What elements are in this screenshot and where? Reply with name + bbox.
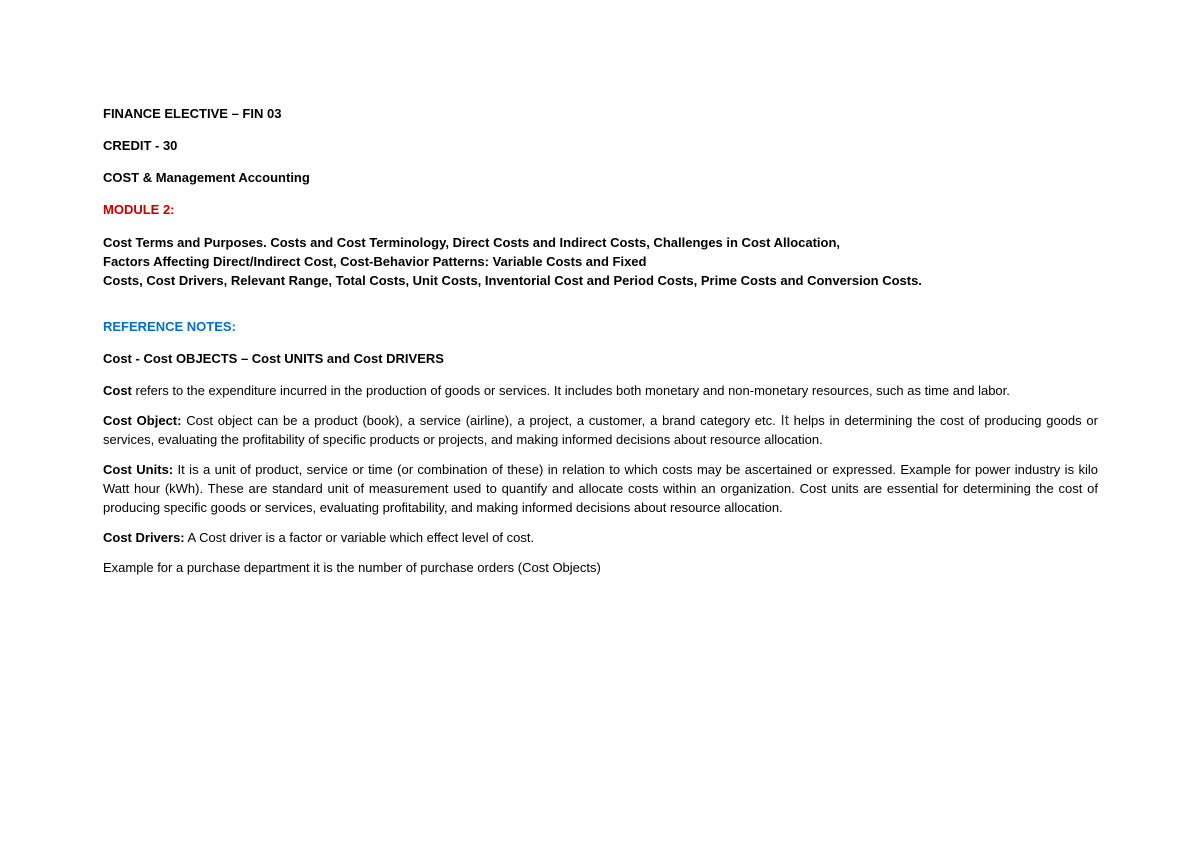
credit-line: CREDIT - 30 bbox=[103, 138, 178, 153]
course-title: FINANCE ELECTIVE – FIN 03 bbox=[103, 106, 282, 121]
cost-object-it-word: It bbox=[780, 412, 789, 429]
syllabus-block bbox=[103, 233, 1098, 290]
cost-term: Cost bbox=[103, 383, 132, 398]
cost-drivers-paragraph bbox=[103, 528, 1098, 547]
cost-units-term: Cost Units: bbox=[103, 462, 174, 477]
cost-drivers-text: A Cost driver is a factor or variable which effect level of cost. bbox=[184, 530, 535, 545]
cost-text: refers to the expenditure incurred in the production of goods or services. It includes both monetary and non-monetary resources, such as time and labor. bbox=[131, 383, 1010, 398]
module-heading: MODULE 2: bbox=[103, 202, 175, 217]
notes-subheading: Cost - Cost OBJECTS – Cost UNITS and Cost DRIVERS bbox=[103, 351, 444, 366]
cost-object-text-after: helps in determining the cost of producing goods or services, evaluating the profitability of specific products or projects, and making informed decisions about resource allocation. bbox=[103, 413, 1098, 447]
document-page bbox=[103, 104, 1098, 577]
cost-drivers-term: Cost Drivers: bbox=[103, 530, 185, 545]
cost-object-text-before: Cost object can be a product (book), a service (airline), a project, a customer, a brand category etc. bbox=[181, 413, 781, 428]
reference-notes-heading: REFERENCE NOTES: bbox=[103, 319, 236, 334]
cost-paragraph bbox=[103, 381, 1098, 400]
cost-units-text: It is a unit of product, service or time (or combination of these) in relation to which costs may be ascertained or expressed. Example for power industry is kilo Watt hour (kWh). These are standard unit of measurement used to quantify and allocate costs within an organization. Cost units are essential for determining the cost of producing specific goods or services, evaluating profitability, and making informed decisions about resource allocation. bbox=[103, 462, 1098, 515]
cost-object-paragraph bbox=[103, 411, 1098, 449]
example-line: Example for a purchase department it is the number of purchase orders (Cost Objects) bbox=[103, 560, 601, 575]
syllabus-line: Cost Terms and Purposes. Costs and Cost Terminology, Direct Costs and Indirect Costs, Challenges in Cost Allocation, bbox=[103, 235, 841, 250]
syllabus-line: Costs, Cost Drivers, Relevant Range, Total Costs, Unit Costs, Inventorial Cost and Period Costs, Prime Costs and Conversion Costs. bbox=[103, 273, 922, 288]
cost-object-term: Cost Object: bbox=[103, 413, 182, 428]
cost-units-paragraph bbox=[103, 460, 1098, 517]
syllabus-line: Factors Affecting Direct/Indirect Cost, Cost-Behavior Patterns: Variable Costs and Fixed bbox=[103, 254, 647, 269]
subject-title: COST & Management Accounting bbox=[103, 170, 310, 185]
